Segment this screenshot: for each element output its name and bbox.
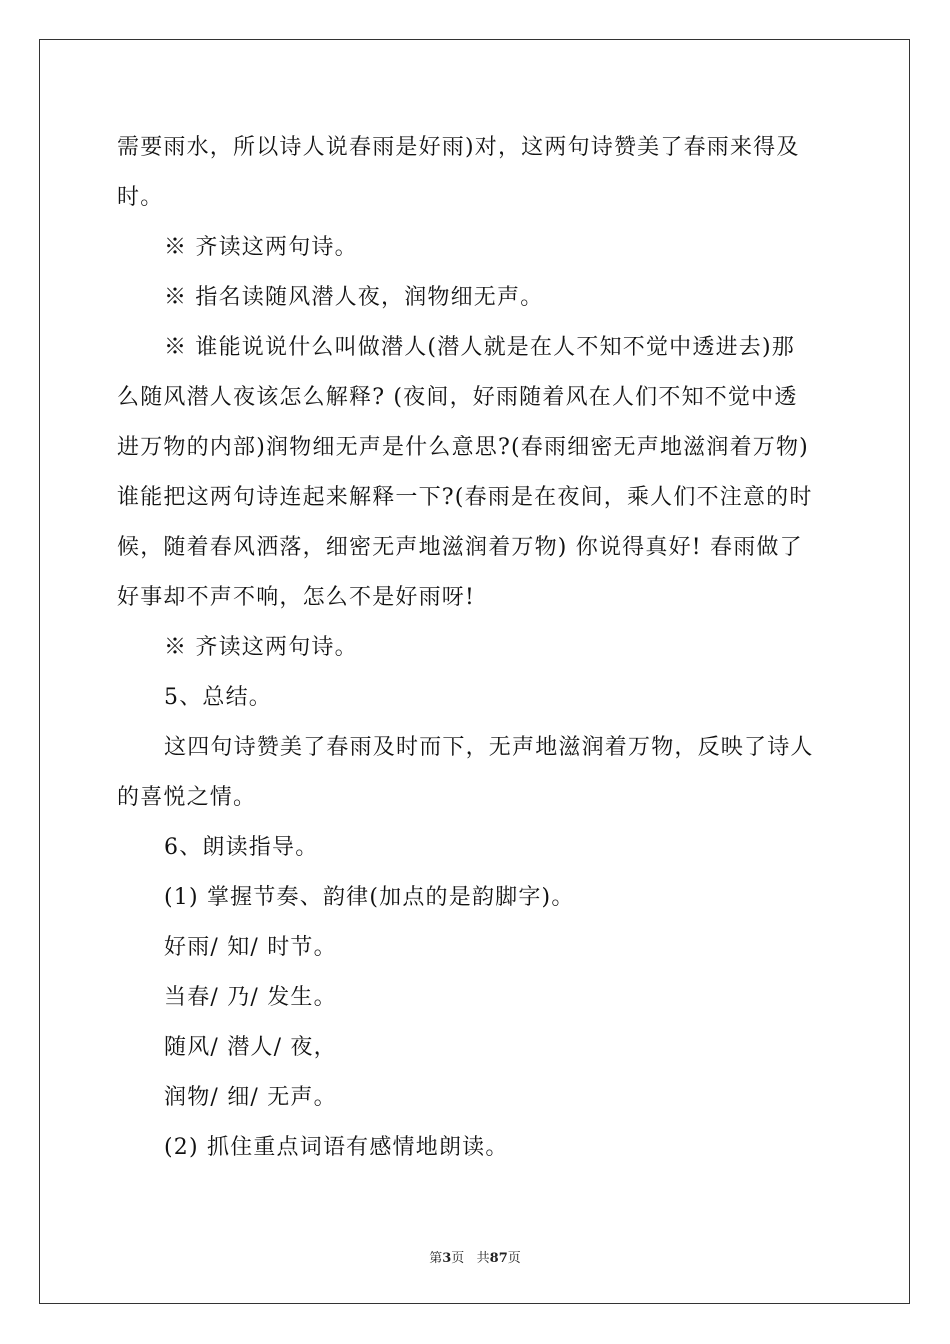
poem-line: 随风/ 潜人/ 夜， bbox=[164, 1035, 337, 1060]
page-number: 3 bbox=[442, 1251, 452, 1266]
text-line: 时。 bbox=[117, 185, 164, 210]
text-line: 么随风潜人夜该怎么解释? (夜间，好雨随着风在人们不知不觉中透 bbox=[117, 385, 798, 410]
document-body bbox=[117, 123, 837, 1173]
text-line: ※ 齐读这两句诗。 bbox=[164, 235, 358, 260]
text-line: ※ 齐读这两句诗。 bbox=[164, 635, 358, 660]
text-line: 候，随着春风洒落，细密无声地滋润着万物) 你说得真好! 春雨做了 bbox=[117, 535, 803, 560]
text-line: 好事却不声不响，怎么不是好雨呀! bbox=[117, 585, 476, 610]
text-line: ※ 指名读随风潜人夜，润物细无声。 bbox=[164, 285, 544, 310]
text-line: 需要雨水，所以诗人说春雨是好雨)对，这两句诗赞美了春雨来得及 bbox=[117, 135, 800, 160]
footer-suffix: 页 bbox=[507, 1251, 521, 1266]
text-line: 的喜悦之情。 bbox=[117, 785, 257, 810]
text-line: 这四句诗赞美了春雨及时而下，无声地滋润着万物，反映了诗人 bbox=[164, 735, 814, 760]
text-line: (1) 掌握节奏、韵律(加点的是韵脚字)。 bbox=[164, 885, 575, 910]
section-heading: 5、总结。 bbox=[164, 685, 272, 710]
text-line: ※ 谁能说说什么叫做潜人(潜人就是在人不知不觉中透进去)那 bbox=[164, 335, 795, 360]
text-line: 进万物的内部)润物细无声是什么意思?(春雨细密无声地滋润着万物) bbox=[117, 435, 809, 460]
text-line: 谁能把这两句诗连起来解释一下?(春雨是在夜间，乘人们不注意的时 bbox=[117, 485, 813, 510]
poem-line: 当春/ 乃/ 发生。 bbox=[164, 985, 337, 1010]
poem-line: 好雨/ 知/ 时节。 bbox=[164, 935, 337, 960]
section-heading: 6、朗读指导。 bbox=[164, 835, 319, 860]
text-line: (2) 抓住重点词语有感情地朗读。 bbox=[164, 1135, 509, 1160]
footer-mid: 页 共 bbox=[451, 1251, 490, 1266]
poem-line: 润物/ 细/ 无声。 bbox=[164, 1085, 337, 1110]
total-pages: 87 bbox=[489, 1251, 508, 1266]
footer-prefix: 第 bbox=[429, 1251, 443, 1266]
page-footer bbox=[0, 1247, 950, 1266]
